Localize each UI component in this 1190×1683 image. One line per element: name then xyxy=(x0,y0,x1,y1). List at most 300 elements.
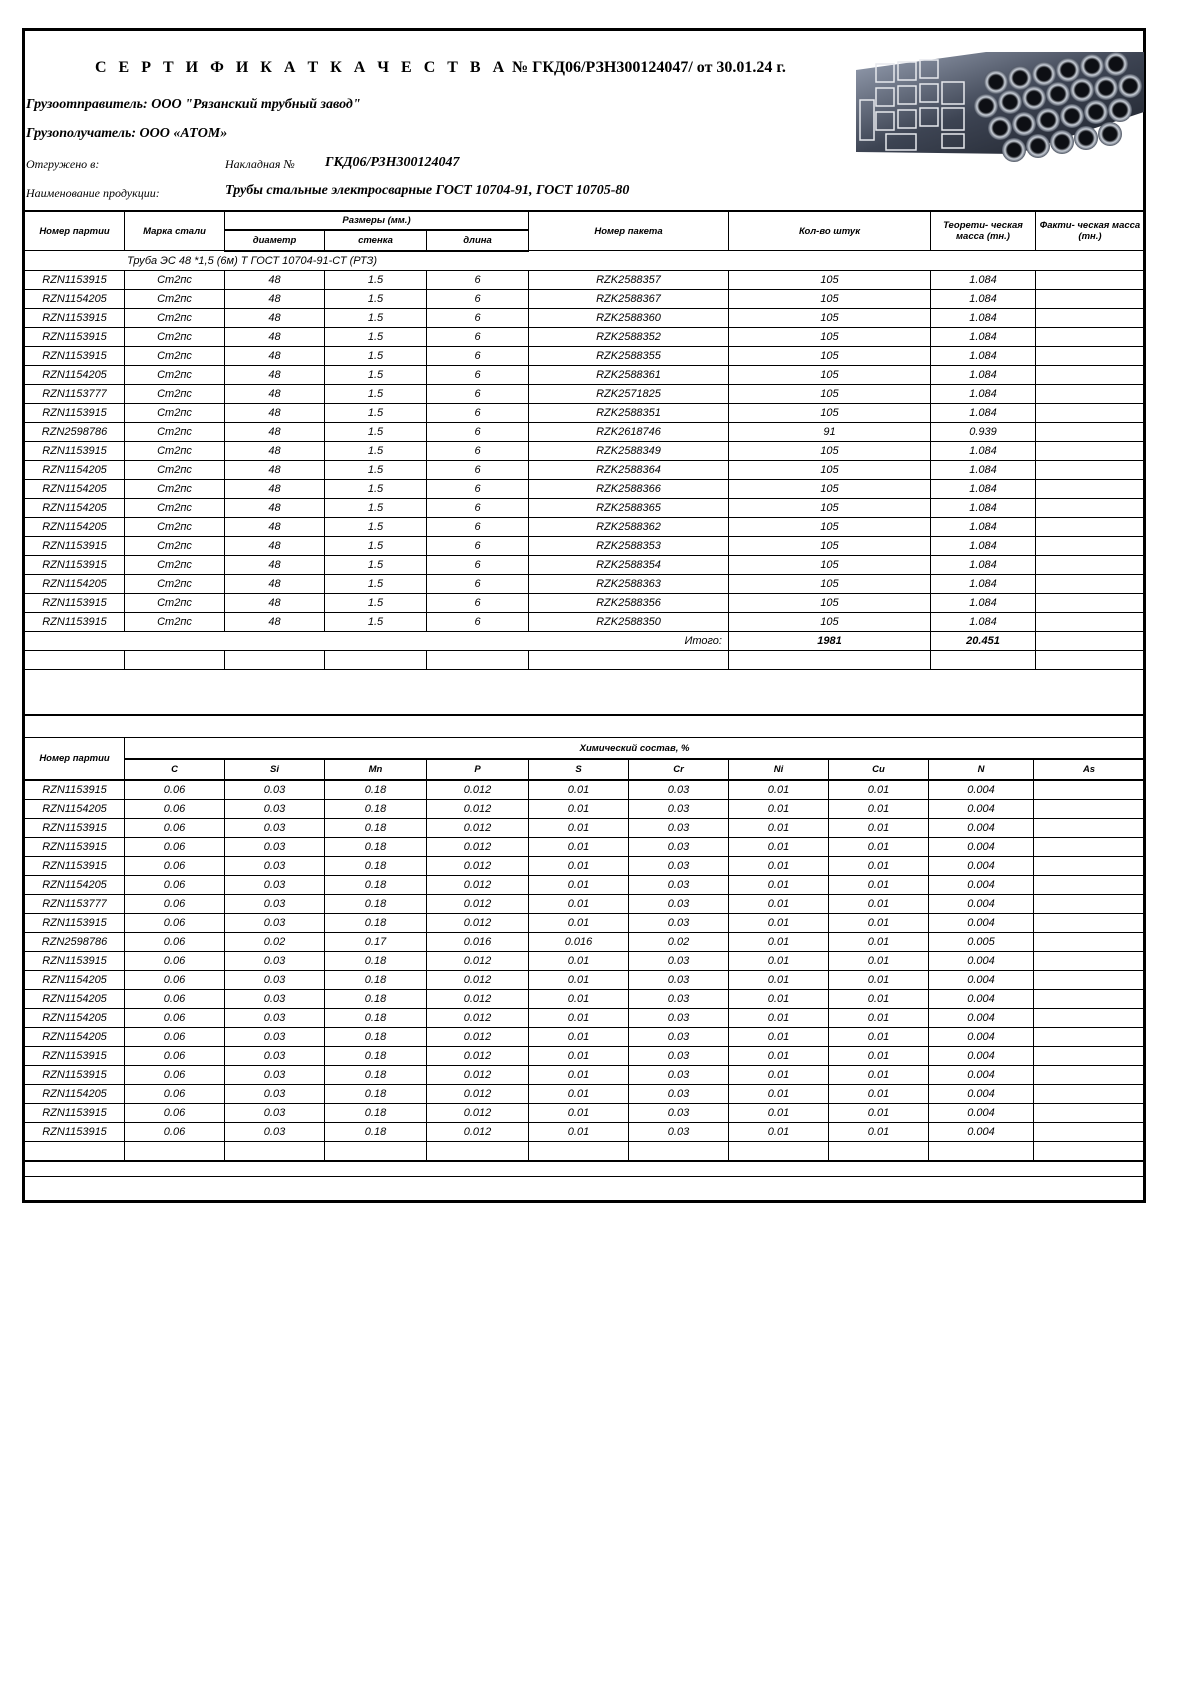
cell-grade: Ст2пс xyxy=(125,460,225,479)
cell-actual-mass xyxy=(1036,403,1145,422)
cell-element-value: 0.03 xyxy=(225,1066,325,1085)
cell-batch: RZN1153915 xyxy=(25,1123,125,1142)
cell-diameter: 48 xyxy=(225,460,325,479)
cell-element-value: 0.01 xyxy=(729,1123,829,1142)
cell-element-value: 0.06 xyxy=(125,1028,225,1047)
cell-element-value: 0.03 xyxy=(225,838,325,857)
cell-actual-mass xyxy=(1036,460,1145,479)
cell-theor-mass: 1.084 xyxy=(931,517,1036,536)
header-batch: Номер партии xyxy=(25,211,125,251)
cell-element-value: 0.03 xyxy=(629,857,729,876)
cell-element-value: 0.012 xyxy=(427,838,529,857)
header-diameter: диаметр xyxy=(225,230,325,250)
empty-cell xyxy=(931,650,1036,669)
chem-header-element: Si xyxy=(225,759,325,780)
cell-element-value: 0.06 xyxy=(125,819,225,838)
cell-element-value: 0.03 xyxy=(629,895,729,914)
cell-element-value: 0.01 xyxy=(829,952,929,971)
cell-grade: Ст2пс xyxy=(125,308,225,327)
cell-element-value xyxy=(1034,1047,1145,1066)
cell-theor-mass: 0.939 xyxy=(931,422,1036,441)
cell-element-value: 0.03 xyxy=(225,819,325,838)
cell-element-value: 0.01 xyxy=(729,1066,829,1085)
cell-actual-mass xyxy=(1036,346,1145,365)
table-row xyxy=(25,971,1145,990)
cell-element-value: 0.18 xyxy=(325,800,427,819)
cell-diameter: 48 xyxy=(225,346,325,365)
cell-element-value: 0.01 xyxy=(829,819,929,838)
header-sizes: Размеры (мм.) xyxy=(225,211,529,230)
cell-element-value: 0.01 xyxy=(829,933,929,952)
cell-element-value xyxy=(1034,1085,1145,1104)
cell-element-value: 0.18 xyxy=(325,838,427,857)
table-row xyxy=(25,384,1145,403)
table-row xyxy=(25,914,1145,933)
cell-element-value: 0.004 xyxy=(929,838,1034,857)
cell-element-value: 0.004 xyxy=(929,1104,1034,1123)
cell-package: RZK2618746 xyxy=(529,422,729,441)
cell-element-value: 0.18 xyxy=(325,1085,427,1104)
cell-element-value: 0.03 xyxy=(629,1123,729,1142)
cell-element-value: 0.03 xyxy=(629,971,729,990)
table-row xyxy=(25,479,1145,498)
table-row xyxy=(25,819,1145,838)
cell-element-value: 0.01 xyxy=(829,1047,929,1066)
total-label: Итого: xyxy=(25,631,729,650)
cell-element-value: 0.06 xyxy=(125,1123,225,1142)
cell-package: RZK2588360 xyxy=(529,308,729,327)
cell-element-value: 0.012 xyxy=(427,990,529,1009)
cell-element-value: 0.01 xyxy=(529,857,629,876)
cell-element-value: 0.03 xyxy=(629,800,729,819)
cell-element-value: 0.03 xyxy=(629,838,729,857)
cell-grade: Ст2пс xyxy=(125,517,225,536)
cell-element-value: 0.004 xyxy=(929,1085,1034,1104)
cell-theor-mass: 1.084 xyxy=(931,555,1036,574)
empty-cell xyxy=(225,650,325,669)
cell-element-value: 0.03 xyxy=(225,1047,325,1066)
cell-package: RZK2588355 xyxy=(529,346,729,365)
cell-element-value: 0.18 xyxy=(325,990,427,1009)
cell-qty: 105 xyxy=(729,384,931,403)
cell-wall: 1.5 xyxy=(325,574,427,593)
cell-element-value: 0.012 xyxy=(427,1009,529,1028)
cell-element-value: 0.016 xyxy=(529,933,629,952)
cell-element-value: 0.06 xyxy=(125,800,225,819)
cell-element-value: 0.06 xyxy=(125,1085,225,1104)
cell-wall: 1.5 xyxy=(325,403,427,422)
cell-grade: Ст2пс xyxy=(125,270,225,289)
cell-diameter: 48 xyxy=(225,384,325,403)
cell-element-value: 0.004 xyxy=(929,1123,1034,1142)
steel-pipes-image xyxy=(846,42,1144,174)
cell-batch: RZN1153915 xyxy=(25,308,125,327)
cell-element-value: 0.01 xyxy=(829,990,929,1009)
cell-package: RZK2588349 xyxy=(529,441,729,460)
cell-qty: 91 xyxy=(729,422,931,441)
cell-element-value: 0.01 xyxy=(729,895,829,914)
table-row xyxy=(25,365,1145,384)
cell-element-value: 0.01 xyxy=(529,838,629,857)
cell-grade: Ст2пс xyxy=(125,612,225,631)
cell-theor-mass: 1.084 xyxy=(931,289,1036,308)
cell-batch: RZN1154205 xyxy=(25,574,125,593)
cell-element-value: 0.004 xyxy=(929,990,1034,1009)
cell-batch: RZN1153915 xyxy=(25,555,125,574)
cell-grade: Ст2пс xyxy=(125,498,225,517)
cell-grade: Ст2пс xyxy=(125,555,225,574)
cell-element-value: 0.03 xyxy=(629,952,729,971)
cell-length: 6 xyxy=(427,574,529,593)
cell-package: RZK2588356 xyxy=(529,593,729,612)
cell-element-value: 0.03 xyxy=(629,1085,729,1104)
cell-diameter: 48 xyxy=(225,517,325,536)
cell-actual-mass xyxy=(1036,555,1145,574)
cell-element-value: 0.18 xyxy=(325,1028,427,1047)
cell-theor-mass: 1.084 xyxy=(931,460,1036,479)
cell-element-value: 0.03 xyxy=(629,990,729,1009)
cell-element-value: 0.01 xyxy=(729,952,829,971)
cell-actual-mass xyxy=(1036,308,1145,327)
chem-header-element: Cr xyxy=(629,759,729,780)
cell-length: 6 xyxy=(427,365,529,384)
consignee: Грузополучатель: ООО «АТОМ» xyxy=(26,126,228,141)
cell-batch: RZN1154205 xyxy=(25,479,125,498)
empty-cell xyxy=(729,1142,829,1162)
cell-wall: 1.5 xyxy=(325,479,427,498)
cell-element-value: 0.01 xyxy=(729,857,829,876)
cell-qty: 105 xyxy=(729,612,931,631)
cell-element-value: 0.01 xyxy=(729,876,829,895)
cell-batch: RZN1154205 xyxy=(25,1009,125,1028)
cell-batch: RZN1153915 xyxy=(25,612,125,631)
cell-diameter: 48 xyxy=(225,270,325,289)
cell-element-value: 0.01 xyxy=(529,1066,629,1085)
cell-element-value: 0.01 xyxy=(829,1028,929,1047)
cell-wall: 1.5 xyxy=(325,327,427,346)
cell-length: 6 xyxy=(427,308,529,327)
cell-wall: 1.5 xyxy=(325,346,427,365)
cell-package: RZK2588364 xyxy=(529,460,729,479)
cell-batch: RZN1154205 xyxy=(25,365,125,384)
table-row xyxy=(25,1066,1145,1085)
cell-theor-mass: 1.084 xyxy=(931,593,1036,612)
cell-wall: 1.5 xyxy=(325,593,427,612)
cell-element-value xyxy=(1034,971,1145,990)
cell-element-value: 0.004 xyxy=(929,895,1034,914)
cell-grade: Ст2пс xyxy=(125,479,225,498)
cell-element-value xyxy=(1034,1123,1145,1142)
cell-element-value: 0.18 xyxy=(325,914,427,933)
cell-actual-mass xyxy=(1036,498,1145,517)
cell-element-value xyxy=(1034,857,1145,876)
cell-wall: 1.5 xyxy=(325,460,427,479)
cell-element-value: 0.012 xyxy=(427,971,529,990)
cell-element-value: 0.012 xyxy=(427,1104,529,1123)
cell-batch: RZN1154205 xyxy=(25,289,125,308)
cell-element-value: 0.01 xyxy=(829,838,929,857)
cell-diameter: 48 xyxy=(225,555,325,574)
cell-element-value: 0.01 xyxy=(529,819,629,838)
cell-diameter: 48 xyxy=(225,479,325,498)
cell-element-value xyxy=(1034,876,1145,895)
shipped-label: Отгружено в: xyxy=(26,157,100,171)
empty-cell xyxy=(25,650,125,669)
cell-qty: 105 xyxy=(729,403,931,422)
cell-element-value: 0.18 xyxy=(325,819,427,838)
spacer-row xyxy=(25,1161,1145,1177)
cell-element-value: 0.03 xyxy=(225,876,325,895)
cell-qty: 105 xyxy=(729,346,931,365)
cell-theor-mass: 1.084 xyxy=(931,346,1036,365)
chem-elements-row xyxy=(25,759,1145,780)
empty-cell xyxy=(729,650,931,669)
cell-element-value: 0.18 xyxy=(325,876,427,895)
cell-package: RZK2588352 xyxy=(529,327,729,346)
cell-element-value: 0.03 xyxy=(225,1028,325,1047)
cell-batch: RZN1154205 xyxy=(25,800,125,819)
table-row xyxy=(25,460,1145,479)
cell-package: RZK2588350 xyxy=(529,612,729,631)
cell-qty: 105 xyxy=(729,479,931,498)
cell-batch: RZN1153915 xyxy=(25,441,125,460)
cell-diameter: 48 xyxy=(225,536,325,555)
cell-diameter: 48 xyxy=(225,308,325,327)
cell-theor-mass: 1.084 xyxy=(931,384,1036,403)
cell-element-value: 0.06 xyxy=(125,1104,225,1123)
cell-wall: 1.5 xyxy=(325,422,427,441)
cell-length: 6 xyxy=(427,270,529,289)
cell-actual-mass xyxy=(1036,612,1145,631)
cell-element-value: 0.012 xyxy=(427,857,529,876)
cell-qty: 105 xyxy=(729,517,931,536)
cell-element-value: 0.01 xyxy=(829,876,929,895)
cell-element-value: 0.06 xyxy=(125,952,225,971)
cell-element-value: 0.03 xyxy=(225,971,325,990)
cell-element-value: 0.01 xyxy=(729,819,829,838)
table-row xyxy=(25,895,1145,914)
cell-element-value: 0.03 xyxy=(225,800,325,819)
cell-element-value: 0.012 xyxy=(427,895,529,914)
cell-diameter: 48 xyxy=(225,593,325,612)
cell-qty: 105 xyxy=(729,574,931,593)
cell-element-value: 0.18 xyxy=(325,780,427,800)
cell-element-value: 0.004 xyxy=(929,857,1034,876)
cell-element-value: 0.18 xyxy=(325,1047,427,1066)
cell-wall: 1.5 xyxy=(325,289,427,308)
cell-element-value xyxy=(1034,990,1145,1009)
products-table xyxy=(24,210,1145,716)
empty-cell xyxy=(225,1142,325,1162)
cell-length: 6 xyxy=(427,460,529,479)
cell-element-value xyxy=(1034,1028,1145,1047)
table-row xyxy=(25,536,1145,555)
cell-element-value: 0.03 xyxy=(629,1066,729,1085)
title-number: № ГКД06/РЗН300124047/ от 30.01.24 г. xyxy=(508,59,786,76)
empty-cell xyxy=(529,650,729,669)
cell-element-value: 0.03 xyxy=(629,914,729,933)
cell-element-value: 0.03 xyxy=(629,1028,729,1047)
cell-actual-mass xyxy=(1036,593,1145,612)
cell-actual-mass xyxy=(1036,270,1145,289)
cell-batch: RZN1153915 xyxy=(25,327,125,346)
cell-qty: 105 xyxy=(729,460,931,479)
cell-batch: RZN1153777 xyxy=(25,895,125,914)
cell-batch: RZN1154205 xyxy=(25,971,125,990)
empty-cell xyxy=(125,650,225,669)
cell-element-value: 0.02 xyxy=(225,933,325,952)
cell-element-value: 0.01 xyxy=(529,1123,629,1142)
cell-element-value: 0.01 xyxy=(529,914,629,933)
cell-theor-mass: 1.084 xyxy=(931,403,1036,422)
cell-batch: RZN1153915 xyxy=(25,593,125,612)
cell-element-value: 0.18 xyxy=(325,1123,427,1142)
cell-batch: RZN1153915 xyxy=(25,536,125,555)
cell-element-value: 0.06 xyxy=(125,895,225,914)
cell-element-value: 0.016 xyxy=(427,933,529,952)
cell-element-value: 0.01 xyxy=(729,838,829,857)
cell-wall: 1.5 xyxy=(325,308,427,327)
cell-diameter: 48 xyxy=(225,612,325,631)
cell-element-value: 0.03 xyxy=(225,1123,325,1142)
table-row xyxy=(25,612,1145,631)
chem-header-element: Cu xyxy=(829,759,929,780)
invoice-number: ГКД06/РЗН300124047 xyxy=(325,155,460,170)
cell-batch: RZN1153915 xyxy=(25,819,125,838)
table-row xyxy=(25,346,1145,365)
cell-wall: 1.5 xyxy=(325,555,427,574)
cell-wall: 1.5 xyxy=(325,365,427,384)
cell-element-value: 0.01 xyxy=(729,914,829,933)
cell-element-value: 0.01 xyxy=(829,1104,929,1123)
cell-diameter: 48 xyxy=(225,441,325,460)
header-theor-mass: Теорети- ческая масса (тн.) xyxy=(931,211,1036,251)
cell-element-value: 0.01 xyxy=(829,857,929,876)
table-row xyxy=(25,1085,1145,1104)
cell-length: 6 xyxy=(427,327,529,346)
cell-element-value: 0.004 xyxy=(929,819,1034,838)
empty-cell xyxy=(1036,650,1145,669)
cell-element-value: 0.03 xyxy=(225,914,325,933)
table-row xyxy=(25,952,1145,971)
cell-element-value: 0.03 xyxy=(225,895,325,914)
cell-package: RZK2588357 xyxy=(529,270,729,289)
cell-theor-mass: 1.084 xyxy=(931,498,1036,517)
cell-grade: Ст2пс xyxy=(125,536,225,555)
cell-length: 6 xyxy=(427,612,529,631)
empty-cell xyxy=(1034,1142,1145,1162)
cell-wall: 1.5 xyxy=(325,536,427,555)
cell-element-value: 0.18 xyxy=(325,1104,427,1123)
cell-qty: 105 xyxy=(729,441,931,460)
cell-element-value: 0.01 xyxy=(729,1028,829,1047)
cell-package: RZK2588361 xyxy=(529,365,729,384)
cell-grade: Ст2пс xyxy=(125,403,225,422)
total-mass: 20.451 xyxy=(931,631,1036,650)
cell-element-value: 0.004 xyxy=(929,1066,1034,1085)
cell-batch: RZN1154205 xyxy=(25,498,125,517)
header-wall: стенка xyxy=(325,230,427,250)
cell-element-value: 0.01 xyxy=(529,876,629,895)
cell-element-value: 0.03 xyxy=(629,780,729,800)
table-row xyxy=(25,800,1145,819)
cell-length: 6 xyxy=(427,422,529,441)
cell-batch: RZN1153915 xyxy=(25,270,125,289)
cell-diameter: 48 xyxy=(225,327,325,346)
cell-element-value: 0.012 xyxy=(427,1123,529,1142)
cell-qty: 105 xyxy=(729,498,931,517)
cell-length: 6 xyxy=(427,536,529,555)
cell-element-value xyxy=(1034,819,1145,838)
cell-element-value: 0.18 xyxy=(325,1066,427,1085)
cell-element-value: 0.18 xyxy=(325,1009,427,1028)
cell-package: RZK2588365 xyxy=(529,498,729,517)
cell-element-value xyxy=(1034,933,1145,952)
cell-diameter: 48 xyxy=(225,498,325,517)
cell-element-value: 0.03 xyxy=(629,1009,729,1028)
table-row xyxy=(25,933,1145,952)
header-actual-mass: Факти- ческая масса (тн.) xyxy=(1036,211,1145,251)
cell-batch: RZN1154205 xyxy=(25,990,125,1009)
cell-element-value: 0.03 xyxy=(629,1104,729,1123)
cell-element-value: 0.005 xyxy=(929,933,1034,952)
cell-element-value: 0.01 xyxy=(529,1047,629,1066)
cell-element-value: 0.01 xyxy=(829,780,929,800)
cell-batch: RZN1153915 xyxy=(25,403,125,422)
cell-length: 6 xyxy=(427,384,529,403)
cell-element-value xyxy=(1034,1009,1145,1028)
cell-element-value: 0.012 xyxy=(427,914,529,933)
empty-cell xyxy=(325,1142,427,1162)
cell-batch: RZN1154205 xyxy=(25,517,125,536)
cell-element-value: 0.18 xyxy=(325,895,427,914)
cell-element-value: 0.01 xyxy=(729,1047,829,1066)
cell-element-value: 0.012 xyxy=(427,1066,529,1085)
cell-theor-mass: 1.084 xyxy=(931,308,1036,327)
cell-actual-mass xyxy=(1036,517,1145,536)
cell-element-value: 0.01 xyxy=(829,800,929,819)
cell-element-value: 0.004 xyxy=(929,1047,1034,1066)
cell-element-value: 0.03 xyxy=(225,990,325,1009)
cell-element-value: 0.004 xyxy=(929,971,1034,990)
cell-length: 6 xyxy=(427,479,529,498)
cell-element-value: 0.01 xyxy=(729,971,829,990)
cell-element-value: 0.06 xyxy=(125,933,225,952)
cell-batch: RZN1153915 xyxy=(25,1104,125,1123)
empty-cell xyxy=(325,650,427,669)
cell-element-value: 0.01 xyxy=(529,1104,629,1123)
cell-element-value: 0.06 xyxy=(125,990,225,1009)
chem-header-element: C xyxy=(125,759,225,780)
table-row xyxy=(25,1028,1145,1047)
product-label: Наименование продукции: xyxy=(26,186,160,200)
cell-actual-mass xyxy=(1036,574,1145,593)
cell-actual-mass xyxy=(1036,365,1145,384)
chemistry-rows xyxy=(25,780,1145,1142)
cell-element-value: 0.01 xyxy=(729,1104,829,1123)
shipper: Грузоотправитель: ООО "Рязанский трубный завод" xyxy=(26,97,361,112)
cell-element-value: 0.012 xyxy=(427,876,529,895)
cell-element-value: 0.004 xyxy=(929,1009,1034,1028)
cell-batch: RZN1154205 xyxy=(25,460,125,479)
cell-element-value: 0.004 xyxy=(929,1028,1034,1047)
cell-qty: 105 xyxy=(729,593,931,612)
cell-batch: RZN1153915 xyxy=(25,838,125,857)
cell-theor-mass: 1.084 xyxy=(931,327,1036,346)
cell-element-value: 0.18 xyxy=(325,857,427,876)
cell-element-value xyxy=(1034,800,1145,819)
header-package: Номер пакета xyxy=(529,211,729,251)
